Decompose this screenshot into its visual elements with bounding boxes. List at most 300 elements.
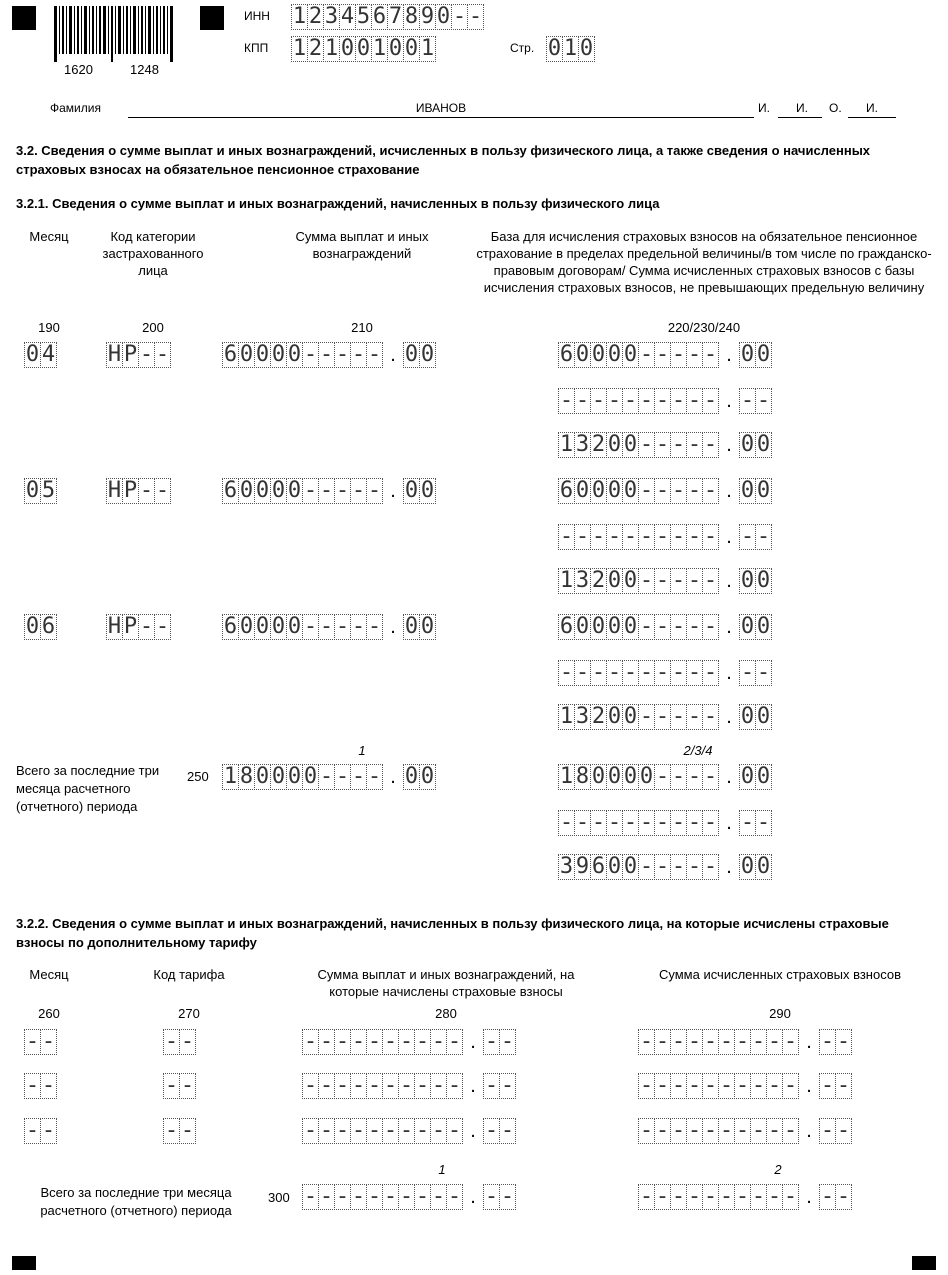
char-cell: 0 [607,342,622,367]
sum-field-2[interactable] [302,1118,516,1144]
char-cell: 4 [340,4,355,29]
char-cell: - [655,704,670,729]
char-cell: - [783,1073,798,1098]
total-contrib-field[interactable] [638,1184,852,1210]
char-cell: 0 [271,614,286,639]
tariff-field[interactable] [163,1118,196,1144]
char-cell: 0 [623,764,638,789]
char-cell: - [383,1073,398,1098]
char-cell: - [740,660,755,685]
col-sum-header: Сумма выплат и иных вознаграждений [295,229,429,261]
char-cell: - [383,1118,398,1143]
char-cell: 2 [591,704,606,729]
char-cell: - [25,1118,40,1143]
col-base-header: База для исчисления страховых взносов на обязательное пенсионное страхование в пределах предельной величины/в том числе по гражданско-правовым договорам/ Сумма исчисленных страховых взносов с базы исчисления страховых взносов, не превышающих предельную величину [476,229,932,295]
char-cell: - [447,1029,462,1054]
char-cell: 0 [740,854,755,879]
kpp-field[interactable] [291,36,436,62]
char-cell: 0 [287,764,302,789]
char-cell: 0 [740,614,755,639]
char-cell: Н [107,614,122,639]
char-cell: 0 [287,614,302,639]
char-cell: 0 [591,614,606,639]
char-cell: Р [123,478,138,503]
page-number-field[interactable] [546,36,595,62]
char-cell: - [655,1073,670,1098]
char-cell: - [335,478,350,503]
char-cell: 0 [623,342,638,367]
char-cell: 3 [559,854,574,879]
char-cell: 0 [404,478,419,503]
char-cell: 0 [255,342,270,367]
cell-group-integer [558,854,719,880]
char-cell: - [703,660,718,685]
total-note-1-b: 1 [438,1162,446,1177]
kpp-label: КПП [244,41,269,55]
char-cell: - [623,388,638,413]
char-cell: - [41,1029,56,1054]
cell-group-integer [291,4,484,30]
cell-group-integer [638,1073,799,1099]
char-cell: - [25,1073,40,1098]
char-cell: - [367,478,382,503]
char-cell: - [41,1118,56,1143]
decimal-point: . [806,1186,812,1208]
decimal-point: . [726,480,732,502]
month-field[interactable] [24,614,57,640]
char-cell: - [639,568,654,593]
cell-group-fraction [483,1073,516,1099]
month-field-2[interactable] [24,1073,57,1099]
char-cell: - [751,1118,766,1143]
char-cell: - [671,342,686,367]
char-cell: 0 [756,478,771,503]
char-cell: 0 [623,478,638,503]
base-field[interactable] [558,478,772,504]
code-210: 210 [351,320,373,335]
char-cell: 0 [404,614,419,639]
char-cell: - [767,1118,782,1143]
char-cell: - [623,524,638,549]
char-cell: - [767,1184,782,1209]
cell-group-fraction [739,524,772,550]
cell-group-integer [222,478,383,504]
char-cell: 1 [559,432,574,457]
char-cell: 0 [639,764,654,789]
char-cell: - [671,388,686,413]
char-cell: 1 [372,36,387,61]
char-cell: - [687,704,702,729]
contribution-field[interactable] [558,568,772,594]
char-cell: 0 [591,478,606,503]
char-cell: 9 [420,4,435,29]
decimal-point: . [726,662,732,684]
char-cell: 0 [255,614,270,639]
char-cell: Р [123,342,138,367]
char-cell: - [655,478,670,503]
char-cell: - [335,1073,350,1098]
char-cell: 0 [756,704,771,729]
cell-group-fraction [819,1029,852,1055]
char-cell: - [751,1073,766,1098]
char-cell: - [155,614,170,639]
char-cell: 0 [607,614,622,639]
char-cell: 0 [239,342,254,367]
cell-group-fraction [739,568,772,594]
char-cell: 0 [420,764,435,789]
char-cell: 0 [575,478,590,503]
base-civil-field[interactable] [558,388,772,414]
char-cell: - [719,1029,734,1054]
char-cell: 1 [324,36,339,61]
char-cell: - [335,1029,350,1054]
decimal-point: . [390,766,396,788]
char-cell: - [687,342,702,367]
char-cell: - [139,342,154,367]
char-cell: 2 [591,568,606,593]
char-cell: 0 [271,764,286,789]
char-cell: - [671,524,686,549]
char-cell: 9 [575,854,590,879]
tariff-field[interactable] [163,1029,196,1055]
char-cell: - [639,1029,654,1054]
char-cell: - [319,1184,334,1209]
char-cell: - [607,388,622,413]
char-cell: - [639,478,654,503]
col-category-header: Код категории застрахованного лица [102,229,204,278]
char-cell: 0 [287,342,302,367]
char-cell: - [431,1118,446,1143]
char-cell: - [756,660,771,685]
char-cell: - [351,1184,366,1209]
char-cell: - [703,1073,718,1098]
cell-group-fraction [739,854,772,880]
char-cell: - [468,4,483,29]
char-cell: - [671,432,686,457]
char-cell: 0 [740,704,755,729]
decimal-point: . [806,1075,812,1097]
char-cell: - [836,1029,851,1054]
char-cell: - [639,810,654,835]
char-cell: - [164,1118,179,1143]
cell-group-integer [558,614,719,640]
cell-group-fraction [403,764,436,790]
cell-group-integer [558,524,719,550]
char-cell: - [655,388,670,413]
sum-field[interactable] [222,342,436,368]
char-cell: - [351,342,366,367]
char-cell: - [415,1073,430,1098]
char-cell: - [559,660,574,685]
char-cell: - [447,1073,462,1098]
cell-group-integer [558,764,719,790]
char-cell: - [703,810,718,835]
cell-group-integer [163,1118,196,1144]
char-cell: - [639,704,654,729]
char-cell: - [671,1073,686,1098]
cell-group-fraction [739,388,772,414]
month-field-2[interactable] [24,1118,57,1144]
char-cell: - [415,1029,430,1054]
char-cell: 0 [25,478,40,503]
cell-group-fraction [819,1118,852,1144]
total-sum-field-2[interactable] [302,1184,516,1210]
cell-group-integer [24,1118,57,1144]
char-cell: - [671,1118,686,1143]
char-cell: 1 [563,36,578,61]
char-cell: - [367,1184,382,1209]
char-cell: 3 [575,704,590,729]
corner-marker-bottom-right [912,1256,936,1270]
month-field[interactable] [24,478,57,504]
char-cell: - [139,614,154,639]
decimal-point: . [470,1031,476,1053]
cell-group-integer [558,432,719,458]
char-cell: - [783,1029,798,1054]
char-cell: - [351,1073,366,1098]
total-contribution-field[interactable] [558,854,772,880]
sum-field[interactable] [222,614,436,640]
char-cell: - [639,342,654,367]
decimal-point: . [806,1031,812,1053]
cell-group-integer [558,342,719,368]
char-cell: 7 [388,4,403,29]
char-cell: 6 [223,342,238,367]
contribution-field[interactable] [558,432,772,458]
char-cell: - [164,1073,179,1098]
char-cell: - [415,1118,430,1143]
char-cell: 6 [559,342,574,367]
char-cell: 0 [575,342,590,367]
char-cell: - [575,524,590,549]
decimal-point: . [726,706,732,728]
char-cell: 0 [287,478,302,503]
char-cell: - [671,810,686,835]
char-cell: 0 [420,342,435,367]
char-cell: 0 [740,764,755,789]
initial-3-underline [848,117,896,118]
decimal-point: . [726,856,732,878]
base-field[interactable] [558,614,772,640]
char-cell: - [155,342,170,367]
char-cell: Н [107,342,122,367]
initial-3-label: О. [829,101,842,115]
char-cell: 0 [420,478,435,503]
base-civil-field[interactable] [558,524,772,550]
char-cell: 2 [591,432,606,457]
code-280: 280 [435,1006,457,1021]
char-cell: 0 [356,36,371,61]
total-base-field[interactable] [558,764,772,790]
category-field[interactable] [106,614,171,640]
contrib-field[interactable] [638,1118,852,1144]
char-cell: - [623,810,638,835]
char-cell: - [671,660,686,685]
cell-group-fraction [739,810,772,836]
cell-group-integer [546,36,595,62]
total-note-2: 2/3/4 [683,743,713,758]
initial-1-label: И. [758,101,770,115]
char-cell: 0 [756,342,771,367]
char-cell: - [319,478,334,503]
char-cell: - [671,704,686,729]
char-cell: 0 [740,478,755,503]
char-cell: 8 [404,4,419,29]
total-base-civil-field[interactable] [558,810,772,836]
total-code-300: 300 [268,1190,290,1205]
char-cell: 0 [591,342,606,367]
char-cell: - [836,1118,851,1143]
inn-label: ИНН [244,9,270,23]
char-cell: - [703,704,718,729]
char-cell: - [703,432,718,457]
char-cell: - [655,1184,670,1209]
char-cell: 1 [292,36,307,61]
char-cell: - [703,764,718,789]
char-cell: - [303,1184,318,1209]
char-cell: - [820,1184,835,1209]
char-cell: 1 [559,704,574,729]
char-cell: 0 [607,764,622,789]
char-cell: 8 [575,764,590,789]
char-cell: 3 [575,432,590,457]
cell-group-fraction [739,660,772,686]
decimal-point: . [726,526,732,548]
char-cell: 0 [388,36,403,61]
initial-4-label: И. [866,101,878,115]
code-200: 200 [142,320,164,335]
char-cell: 0 [547,36,562,61]
char-cell: - [399,1118,414,1143]
sum-field-2[interactable] [302,1029,516,1055]
char-cell: 1 [559,568,574,593]
category-field[interactable] [106,478,171,504]
cell-group-fraction [739,614,772,640]
char-cell: Р [123,614,138,639]
char-cell: 0 [25,614,40,639]
cell-group-integer [638,1029,799,1055]
char-cell: - [351,478,366,503]
char-cell: 0 [303,764,318,789]
char-cell: - [41,1073,56,1098]
cell-group-integer [638,1184,799,1210]
char-cell: - [740,524,755,549]
cell-group-integer [558,478,719,504]
char-cell: - [607,524,622,549]
char-cell: 0 [756,568,771,593]
char-cell: - [687,660,702,685]
section-3-2-title: 3.2. Сведения о сумме выплат и иных вознаграждений, исчисленных в пользу физического лица, а также сведения о начисленных страховых взносах на обязательное пенсионное страхование [16,143,871,177]
char-cell: - [155,478,170,503]
cell-group-fraction [483,1184,516,1210]
char-cell: - [303,1073,318,1098]
char-cell: 0 [607,478,622,503]
cell-group-integer [24,342,57,368]
total-note-1: 1 [358,743,366,758]
char-cell: 1 [292,4,307,29]
char-cell: - [335,1184,350,1209]
base-civil-field[interactable] [558,660,772,686]
char-cell: - [687,1184,702,1209]
surname-value[interactable]: ИВАНОВ [415,101,467,115]
total-sum-field[interactable] [222,764,436,790]
char-cell: 6 [591,854,606,879]
base-field[interactable] [558,342,772,368]
char-cell: - [639,432,654,457]
contrib-field[interactable] [638,1029,852,1055]
char-cell: - [655,854,670,879]
char-cell: 0 [740,568,755,593]
code-260: 260 [38,1006,60,1021]
char-cell: - [367,1029,382,1054]
char-cell: - [687,568,702,593]
char-cell: 0 [579,36,594,61]
contribution-field[interactable] [558,704,772,730]
char-cell: 0 [255,478,270,503]
category-field[interactable] [106,342,171,368]
sum-field[interactable] [222,478,436,504]
total-label: Всего за последние три месяца расчетного (отчетного) периода [16,763,160,814]
char-cell: - [703,1184,718,1209]
tariff-field[interactable] [163,1073,196,1099]
char-cell: 0 [404,764,419,789]
section-3-2-1-title: 3.2.1. Сведения о сумме выплат и иных вознаграждений, начисленных в пользу физического лица [16,196,660,211]
char-cell: - [655,1118,670,1143]
char-cell: - [591,660,606,685]
char-cell: 0 [607,854,622,879]
char-cell: - [367,764,382,789]
char-cell: - [767,1073,782,1098]
char-cell: - [559,524,574,549]
cell-group-integer [558,388,719,414]
char-cell: - [703,614,718,639]
inn-field[interactable] [291,4,484,30]
cell-group-integer [302,1184,463,1210]
char-cell: 0 [420,614,435,639]
char-cell: - [735,1073,750,1098]
decimal-point: . [390,480,396,502]
char-cell: 6 [372,4,387,29]
char-cell: - [703,478,718,503]
month-field[interactable] [24,342,57,368]
char-cell: - [164,1029,179,1054]
sum-field-2[interactable] [302,1073,516,1099]
cell-group-integer [302,1029,463,1055]
char-cell: 2 [308,36,323,61]
char-cell: - [703,568,718,593]
char-cell: - [591,388,606,413]
char-cell: 5 [41,478,56,503]
char-cell: - [559,810,574,835]
char-cell: - [303,1118,318,1143]
char-cell: - [687,432,702,457]
char-cell: - [687,478,702,503]
char-cell: - [351,1118,366,1143]
char-cell: 0 [340,36,355,61]
char-cell: - [351,1029,366,1054]
contrib-field[interactable] [638,1073,852,1099]
char-cell: 3 [324,4,339,29]
month-field-2[interactable] [24,1029,57,1055]
cell-group-fraction [819,1073,852,1099]
char-cell: - [575,388,590,413]
char-cell: - [655,1029,670,1054]
char-cell: - [303,614,318,639]
cell-group-integer [24,1073,57,1099]
char-cell: - [351,614,366,639]
total-code-250: 250 [187,769,209,784]
cell-group-integer [106,478,171,504]
